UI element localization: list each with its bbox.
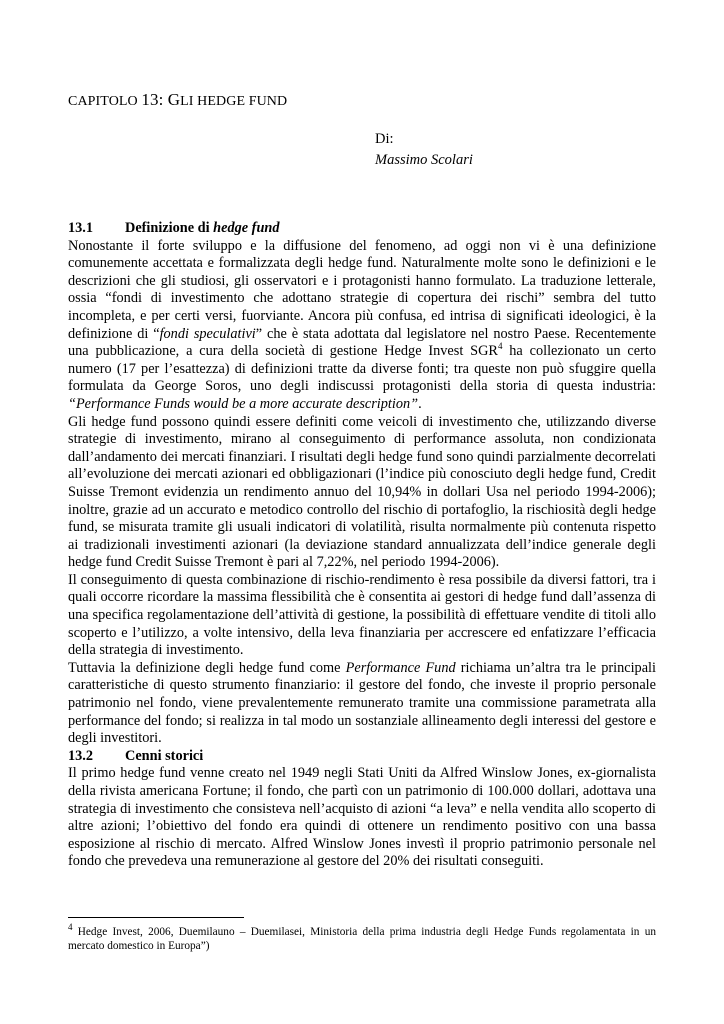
paragraph-text: ha collezionato un certo numero (17 per l’esattezza) di definizioni tratte da diverse fonti; tra queste non può sfuggire quella formulata da George Soros, uno degli indiscussi protagonisti della storia di questa industria: bbox=[68, 343, 656, 395]
section-title: Definizione di bbox=[125, 220, 214, 236]
footnote-marker: 4 bbox=[68, 922, 73, 933]
emphasis-text: Performance Fund bbox=[345, 659, 456, 676]
author-name: Massimo Scolari bbox=[375, 152, 473, 168]
chapter-title-initial: G bbox=[167, 90, 181, 109]
paragraph-text: ” che è stata adottata dal legislatore nel nostro Paese. Recentemente una pubblicazione, a cura della società di gestione Hedge Invest SGR bbox=[68, 325, 656, 360]
paragraph-text: richiama un’altra tra le principali caratteristiche di questo strumento finanziario: il gestore del fondo, che investe il proprio personale patrimonio nel fondo, viene prevalentemente remunerato tramite una commissione parametrata alla performance del fondo; si realizza in tal modo un sostanziale allineamento degli interessi del gestore e degli investitori. bbox=[68, 659, 656, 747]
chapter-title-rest: LI HEDGE FUND bbox=[180, 94, 288, 109]
paragraph-text: Nonostante il forte sviluppo e la diffusione del fenomeno, ad oggi non vi è una definizione comunemente accettata e formalizzata degli hedge fund. Naturalmente molte sono le definizioni e le descrizioni che gli studiosi, gli osservatori e i protagonisti hanno formulato. La traduzione letterale, ossia “fondi di investimento che adottano strategie di copertura dei rischi” sembra del tutto incompleta, e per certi versi, fuorviante. Ancora più confusa, ed intrisa di significati ideologici, è la definizione di “ bbox=[68, 237, 656, 342]
chapter-title bbox=[68, 90, 287, 110]
paragraph bbox=[68, 660, 656, 748]
footnote-reference[interactable]: 4 bbox=[497, 341, 503, 352]
section-title: Cenni storici bbox=[125, 747, 204, 764]
emphasis-text: fondi speculativi bbox=[159, 325, 256, 342]
paragraph: Il primo hedge fund venne creato nel 1949 negli Stati Uniti da Alfred Winslow Jones, ex-giornalista della rivista americana Fortune; il fondo, che partì con un patrimonio di 100.000 dollari, adottava una strategia di investimento che consisteva nell’acquisto di azioni “a leva” e nella vendita allo scoperto di altre azioni; l’obiettivo del fondo era quindi di ottenere un rendimento positivo con una bassa esposizione al rischio di mercato. Alfred Winslow Jones investì il proprio patrimonio personale nel fondo che prevedeva una remunerazione al gestore del 20% dei risultati conseguiti. bbox=[68, 765, 656, 870]
footnote-divider bbox=[68, 917, 244, 918]
chapter-separator: : bbox=[158, 90, 168, 109]
section-heading-1 bbox=[68, 220, 656, 238]
chapter-number: 13 bbox=[141, 90, 159, 109]
quote-text: “Performance Funds would be a more accurate description” bbox=[68, 395, 419, 412]
footnote bbox=[68, 922, 656, 953]
section-number: 13.1 bbox=[68, 220, 94, 236]
chapter-prefix: CAPITOLO bbox=[68, 94, 142, 109]
section-number: 13.2 bbox=[68, 747, 94, 764]
author-label: Di: bbox=[375, 131, 394, 147]
footnote-text: Hedge Invest, 2006, Duemilauno – Duemilasei, Ministoria della prima industria degli Hedge Funds regolamentata in un mercato domestico in Europa”) bbox=[68, 926, 656, 952]
paragraph: Gli hedge fund possono quindi essere definiti come veicoli di investimento che, utilizzando diverse strategie di investimento, mirano al conseguimento di performance assoluta, non condizionata dall’andamento dei mercati finanziari. I risultati degli hedge fund sono quindi parzialmente decorrelati all’evoluzione dei mercati azionari ed obbligazionari (l’indice più conosciuto degli hedge fund, Credit Suisse Tremont evidenzia un rendimento annuo del 10,94% in dollari Usa nel periodo 1994-2006); inoltre, grazie ad un accurato e metodico controllo del rischio di portafoglio, la rischiosità degli hedge fund, se misurata tramite gli usuali indicatori di volatilità, risulta normalmente più contenuta rispetto ai tradizionali investimenti azionari (la deviazione standard annualizzata dell’indice generale degli hedge fund Credit Suisse Tremont è pari al 7,22%, nel periodo 1994-2006). bbox=[68, 413, 656, 571]
body-text bbox=[68, 220, 656, 871]
paragraph-text: Tuttavia la definizione degli hedge fund come bbox=[68, 659, 346, 676]
section-title-italic: hedge fund bbox=[213, 220, 280, 236]
paragraph bbox=[68, 238, 656, 414]
section-heading-2 bbox=[68, 748, 656, 766]
paragraph: Il conseguimento di questa combinazione di rischio-rendimento è resa possibile da diversi fattori, tra i quali occorre ricordare la massima flessibilità che è consentita ai gestori di hedge fund dall’assenza di una specifica regolamentazione dell’attività di gestione, la possibilità di effettuare vendite di titoli allo scoperto e l’utilizzo, a volte intensivo, della leva finanziaria per accrescere ed enfatizzare l’efficacia della strategia di investimento. bbox=[68, 571, 656, 659]
paragraph-text: . bbox=[418, 395, 422, 412]
author-block bbox=[375, 129, 473, 171]
